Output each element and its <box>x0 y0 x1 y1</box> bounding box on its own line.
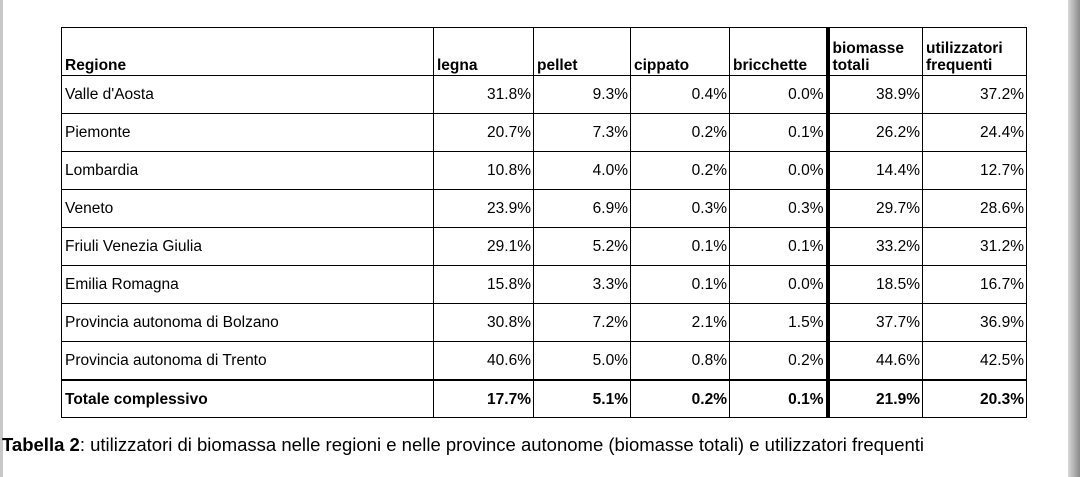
total-pellet: 5.1% <box>534 380 631 418</box>
table-row <box>62 342 1027 381</box>
utilizzatori-frequenti-cell: 12.7% <box>923 152 1027 190</box>
cippato-cell: 0.1% <box>631 266 730 304</box>
pellet-cell: 4.0% <box>534 152 631 190</box>
biomasse-totali-cell: 38.9% <box>828 76 923 114</box>
utilizzatori-frequenti-cell: 31.2% <box>923 228 1027 266</box>
header-regione: Regione <box>62 28 434 76</box>
pellet-cell: 7.3% <box>534 114 631 152</box>
table-row <box>62 76 1027 114</box>
total-legna: 17.7% <box>434 380 534 418</box>
biomass-table <box>61 27 1027 418</box>
region-cell: Valle d'Aosta <box>62 76 434 114</box>
header-row <box>62 28 1027 76</box>
legna-cell: 30.8% <box>434 304 534 342</box>
table-row <box>62 228 1027 266</box>
region-cell: Lombardia <box>62 152 434 190</box>
cippato-cell: 0.3% <box>631 190 730 228</box>
total-row <box>62 380 1027 418</box>
legna-cell: 15.8% <box>434 266 534 304</box>
legna-cell: 10.8% <box>434 152 534 190</box>
total-label: Totale complessivo <box>62 380 434 418</box>
legna-cell: 31.8% <box>434 76 534 114</box>
cippato-cell: 0.8% <box>631 342 730 381</box>
table-row <box>62 266 1027 304</box>
bricchette-cell: 0.0% <box>730 266 828 304</box>
region-cell: Emilia Romagna <box>62 266 434 304</box>
biomasse-totali-cell: 33.2% <box>828 228 923 266</box>
bricchette-cell: 0.0% <box>730 76 828 114</box>
bricchette-cell: 0.3% <box>730 190 828 228</box>
utilizzatori-frequenti-cell: 28.6% <box>923 190 1027 228</box>
header-legna: legna <box>434 28 534 76</box>
region-cell: Veneto <box>62 190 434 228</box>
region-cell: Provincia autonoma di Bolzano <box>62 304 434 342</box>
utilizzatori-frequenti-cell: 16.7% <box>923 266 1027 304</box>
cippato-cell: 0.1% <box>631 228 730 266</box>
utilizzatori-frequenti-cell: 37.2% <box>923 76 1027 114</box>
utilizzatori-frequenti-cell: 42.5% <box>923 342 1027 381</box>
table-row <box>62 190 1027 228</box>
header-bricchette: bricchette <box>730 28 828 76</box>
header-biomasse-totali: biomasse totali <box>828 28 923 76</box>
biomasse-totali-cell: 44.6% <box>828 342 923 381</box>
table-caption <box>2 434 924 456</box>
caption-label: Tabella 2 <box>2 434 80 455</box>
pellet-cell: 7.2% <box>534 304 631 342</box>
pellet-cell: 5.2% <box>534 228 631 266</box>
header-utilizzatori-frequenti: utilizzatori frequenti <box>923 28 1027 76</box>
legna-cell: 20.7% <box>434 114 534 152</box>
total-bricchette: 0.1% <box>730 380 828 418</box>
pellet-cell: 6.9% <box>534 190 631 228</box>
utilizzatori-frequenti-cell: 36.9% <box>923 304 1027 342</box>
biomasse-totali-cell: 26.2% <box>828 114 923 152</box>
cippato-cell: 2.1% <box>631 304 730 342</box>
cippato-cell: 0.4% <box>631 76 730 114</box>
total-utilizzatori-frequenti: 20.3% <box>923 380 1027 418</box>
region-cell: Piemonte <box>62 114 434 152</box>
region-cell: Friuli Venezia Giulia <box>62 228 434 266</box>
table-row <box>62 304 1027 342</box>
biomasse-totali-cell: 14.4% <box>828 152 923 190</box>
page-left-edge <box>0 0 3 477</box>
bricchette-cell: 1.5% <box>730 304 828 342</box>
biomasse-totali-cell: 37.7% <box>828 304 923 342</box>
legna-cell: 23.9% <box>434 190 534 228</box>
page-right-edge <box>1068 0 1080 477</box>
caption-text: : utilizzatori di biomassa nelle regioni e nelle province autonome (biomasse totali) e utilizzatori frequenti <box>79 434 925 455</box>
header-cippato: cippato <box>631 28 730 76</box>
cippato-cell: 0.2% <box>631 114 730 152</box>
header-pellet: pellet <box>534 28 631 76</box>
pellet-cell: 5.0% <box>534 342 631 381</box>
region-cell: Provincia autonoma di Trento <box>62 342 434 381</box>
total-cippato: 0.2% <box>631 380 730 418</box>
bricchette-cell: 0.2% <box>730 342 828 381</box>
total-biomasse-totali: 21.9% <box>828 380 923 418</box>
legna-cell: 40.6% <box>434 342 534 381</box>
bricchette-cell: 0.1% <box>730 228 828 266</box>
bricchette-cell: 0.1% <box>730 114 828 152</box>
utilizzatori-frequenti-cell: 24.4% <box>923 114 1027 152</box>
biomasse-totali-cell: 18.5% <box>828 266 923 304</box>
pellet-cell: 9.3% <box>534 76 631 114</box>
pellet-cell: 3.3% <box>534 266 631 304</box>
table-row <box>62 152 1027 190</box>
legna-cell: 29.1% <box>434 228 534 266</box>
biomasse-totali-cell: 29.7% <box>828 190 923 228</box>
bricchette-cell: 0.0% <box>730 152 828 190</box>
cippato-cell: 0.2% <box>631 152 730 190</box>
table-row <box>62 114 1027 152</box>
